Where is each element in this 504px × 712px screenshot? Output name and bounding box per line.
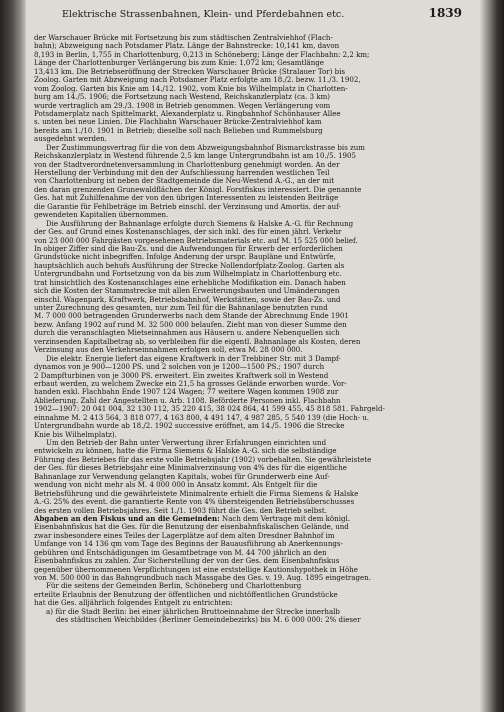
text-line: verzinsenden Kapitalbetrag ab, so verbleiben für die eigentl. Bahnanlage als Kosten, deren: [34, 337, 361, 346]
text-line: Betriebsführung und die gewährleistete Minimalrente erhielt die Firma Siemens & Halske: [34, 489, 359, 498]
text-line: 1902—1907: 20 041 004, 32 130 112, 35 220 415, 38 024 864, 41 599 455, 45 818 581. Fahrgeld-: [34, 405, 385, 414]
text-line: Bahnanlage zur Verwendung gelangten Kapitals, wobei für Grunderwerb eine Auf-: [34, 472, 330, 481]
text-line: von 23 000 000 Fahrgästen vorgesehenen Betriebsmaterials etc. auf M. 15 525 000 belief.: [34, 236, 358, 245]
text-line: gebühren und Entschädigungen im Gesamtbetrage von M. 44 700 jährlich an den: [34, 548, 327, 557]
text-line: Untergrundbahn wurde ab 18./2. 1902 successive eröffnet, am 14./5. 1906 die Strecke: [34, 422, 345, 431]
text-line: bahn); Abzweigung nach Potsdamer Platz. Länge der Bahnstrecke: 10,141 km, davon: [34, 42, 340, 51]
page-number: 1839: [428, 6, 462, 20]
text-line: Zoolog. Garten mit Abzweigung nach Potsdamer Platz erfolgte am 18./2. bezw. 11./3. 1902,: [34, 76, 361, 85]
text-line: handen exkl. Flachbahn Ende 1907 124 Wagen; 77 weitere Wagen kommen 1908 zur: [34, 388, 339, 397]
text-line: 13,413 km. Die Betriebseröffnung der Strecken Warschauer Brücke (Stralauer Tor) bis: [34, 67, 345, 76]
text-line: vom Zoolog. Garten bis Knie am 14./12. 1902, vom Knie bis Wilhelmplatz in Charlotten-: [34, 84, 348, 93]
text-line: den daran grenzenden Grunewaldflächen der Königl. Forstfiskus interessiert. Die genannte: [34, 185, 362, 194]
text-line: Untergrundbahn und Fortsetzung von da bis zum Wilhelmplatz in Charlottenburg etc.: [34, 270, 342, 279]
text-line: trat hinsichtlich des Kostenanschlages eine erhebliche Modifikation ein. Danach haben: [34, 278, 346, 287]
text-line: wendung von nicht mehr als M. 4 000 000 in Ansatz kommt. Als Entgelt für die: [34, 481, 318, 490]
text-line: Eisenbahnfiskus zu zahlen. Zur Sicherstellung der von der Ges. dem Eisenbahnfiskus: [34, 557, 340, 566]
text-line: bezw. Anfang 1902 auf rund M. 32 500 000 belaufen. Zieht man von dieser Summe den: [34, 320, 347, 329]
paragraph-start-line: Die Ausführung der Bahnanlage erfolgte durch Siemens & Halske A.-G. für Rechnung: [46, 219, 354, 228]
text-line: erbaut werden, zu welchem Zwecke ein 21,5 ha grosses Gelände erworben wurde. Vor-: [34, 379, 347, 388]
section-start-line: [34, 515, 474, 523]
text-line: einschl. Wagenpark, Kraftwerk, Betriebsbahnhof, Werkstätten, sowie der Bau-Zs. und: [34, 295, 341, 304]
text-line: Knie bis Wilhelmplatz).: [34, 430, 117, 439]
paragraph-start-line: Um den Betrieb der Bahn unter Verwertung ihrer Erfahrungen einrichten und: [46, 439, 327, 447]
text-line: Ablieferung. Zahl der Angestellten u. Arb. 1108. Beförderte Personen inkl. Flachbahn: [34, 396, 341, 405]
text-line: burg am 14./5. 1906; die Fortsetzung nach Westend, Reichskanzlerplatz (ca. 3 km): [34, 93, 331, 102]
text-line: In obiger Ziffer sind die Bau-Zs. und die Aufwendungen für Erwerb der erforderlichen: [34, 244, 343, 253]
list-item-line: a) für die Stadt Berlin: bei einer jährlichen Bruttoeinnahme der Strecke innerhalb: [46, 607, 340, 616]
text-line: gewendeten Kapitalien übernommen.: [34, 211, 169, 220]
text-line: unter Zurechnung des gesamten, nur zum Teil für die Bahnanlage benutzten rund: [34, 304, 328, 312]
text-line: entwickeln zu können, hatte die Firma Siemens & Halske A.-G. sich die selbständige: [34, 447, 337, 456]
text-line: A.-G. 25% des event. die garantierte Rente von 4% übersteigenden Betriebsüberschusses: [34, 498, 355, 507]
text-line: s. unten bei neue Linien. Die Flachbahn Warschauer Brücke-Zentralviehhof kam: [34, 118, 322, 127]
text-line: der Warschauer Brücke mit Fortsetzung bis zum städtischen Zentralviehhof (Flach-: [34, 34, 333, 42]
text-line: von der Stadtverordnetenversammlung in Charlottenburg genehmigt worden. An der: [34, 160, 340, 169]
book-page: [26, 0, 480, 712]
text-line: ausgedehnt werden.: [34, 135, 107, 144]
text-line: Umfange von 14 136 qm vom Tage des Beginns der Bauausführung ab Anerkennungs-: [34, 540, 343, 549]
text-line: durch die veranschlagten Mietseinnahmen aus Häusern u. andere Nebenquellen sich: [34, 329, 340, 338]
text-line: hat die Ges. alljährlich folgendes Entgelt zu entrichten:: [34, 599, 233, 608]
running-head: [62, 6, 462, 24]
text-line: zwar insbesondere eines Teiles der Lagerplätze auf dem alten Dresdner Bahnhof im: [34, 531, 335, 540]
text-line: von M. 500 000 in das Bahngrundbuch nach Massgabe des Ges. v. 19. Aug. 1895 eingetragen.: [34, 574, 371, 582]
paragraph-start-line: Die elektr. Energie liefert das eigene Kraftwerk in der Trebbiner Str. mit 3 Dampf-: [46, 354, 341, 363]
text-line: Verzinsung aus den Verkehrseinnahmen erfolgen soll, etwa M. 28 000 000.: [34, 346, 303, 355]
paragraph-start-line: Für die seitens der Gemeinden Berlin, Schöneberg und Charlottenburg: [46, 582, 302, 591]
text-line: des städtischen Weichbildes (Berliner Gemeindebezirks) bis M. 6 000 000: 2% dieser: [56, 616, 361, 625]
text-line: der Ges. für dieses Betriebsjahr eine Minimalverzinsung von 4% des für die eigentliche: [34, 464, 347, 473]
section-text: Nach dem Vertrage mit dem königl.: [222, 514, 350, 523]
text-line: 8,193 in Berlin, 1,755 in Charlottenburg, 0,213 in Schöneberg; Länge der Flachbahn: 2,2 km;: [34, 50, 370, 59]
text-line: Grundstücke nicht inbegriffen. Infolge Änderung der urspr. Baupläne und Entwürfe,: [34, 253, 336, 262]
text-line: Ges. hat mit Zuhilfenahme der von den übrigen Interessenten zu leistenden Beiträge: [34, 194, 339, 203]
text-line: Herstellung der Verbindung mit den der Aufschliessung harrenden westlichen Teil: [34, 169, 330, 177]
right-page-edge: [480, 0, 504, 712]
text-line: von Charlottenburg ist neben der Stadtgemeinde die Neu-Westend A.-G., an der mit: [34, 177, 335, 186]
text-line: Länge der Charlottenburger Verlängerung bis zum Knie: 1,072 km; Gesamtlänge: [34, 59, 324, 68]
text-line: M. 7 000 000 betragenden Grunderwerbs nach dem Stande der Abrechnung Ende 1901: [34, 312, 349, 321]
text-line: dynamos von je 900—1200 PS. und 2 solchen von je 1200—1500 PS.; 1907 durch: [34, 363, 325, 372]
text-line: Reichskanzlerplatz in Westend führende 2,5 km lange Untergrundbahn ist am 10./5. 1905: [34, 152, 357, 161]
text-line: sich die Kosten der Stammstrecke mit allen Erweiterungsbauten und Umänderungen: [34, 287, 340, 296]
text-line: Potsdamerplatz nach Spittelmarkt, Alexanderplatz u. Ringbahnhof Schönhauser Allee: [34, 109, 341, 118]
text-line: erteilte Erlaubnis der Benutzung der öffentlichen und nichtöffentlichen Grundstücke: [34, 590, 338, 599]
paragraph-start-line: Der Zustimmungsvertrag für die von dem Abzweigungsbahnhof Bismarckstrasse bis zum: [46, 143, 365, 152]
text-line: wurde vertraglich am 29./3. 1908 in Betrieb genommen. Wegen Verlängerung vom: [34, 101, 331, 110]
section-label: Abgaben an den Fiskus und an die Gemeinden:: [34, 514, 220, 523]
text-line: der Ges. auf Grund eines Kostenanschlages, der sich inkl. des für einen jährl. Verkehr: [34, 228, 342, 237]
text-line: bereits am 1./10. 1901 in Betrieb; dieselbe soll nach Belieben und Rummelsburg: [34, 126, 323, 135]
running-head-title: Elektrische Strassenbahnen, Klein- und Pferdebahnen etc.: [62, 9, 345, 20]
text-line: Eisenbahnfiskus hat die Ges. für die Benutzung der eisenbahnfiskalischen Gelände, und: [34, 523, 349, 532]
text-line: Führung des Betriebes für das erste volle Betriebsjahr (1902) vorbehalten. Sie gewährleistete: [34, 455, 372, 464]
text-line: hauptsächlich auch behufs Ausführung der Strecke Nollendorfplatz-Zoolog. Garten als: [34, 261, 345, 270]
left-page-edge: [0, 0, 26, 712]
text-line: des ersten vollen Betriebsjahres. Seit 1./1. 1903 führt die Ges. den Betrieb selbst.: [34, 506, 327, 515]
body-text: [34, 34, 474, 625]
text-line: 2 Dampfturbinen von je 3000 PS. erweitert. Ein zweites Kraftwerk soll in Westend: [34, 371, 329, 380]
text-line: die Garantie für Fehlbeträge im Betrieb einschl. der Verzinsung und Amortis. der auf-: [34, 202, 341, 211]
text-line: einnahme M. 2 413 564, 3 818 077, 4 163 800, 4 491 147, 4 987 285, 5 540 139 (die Hoch- u.: [34, 413, 370, 422]
text-line: gegenüber übernommenen Verpflichtungen ist eine erststellige Kautionshypothek in Höhe: [34, 565, 358, 574]
